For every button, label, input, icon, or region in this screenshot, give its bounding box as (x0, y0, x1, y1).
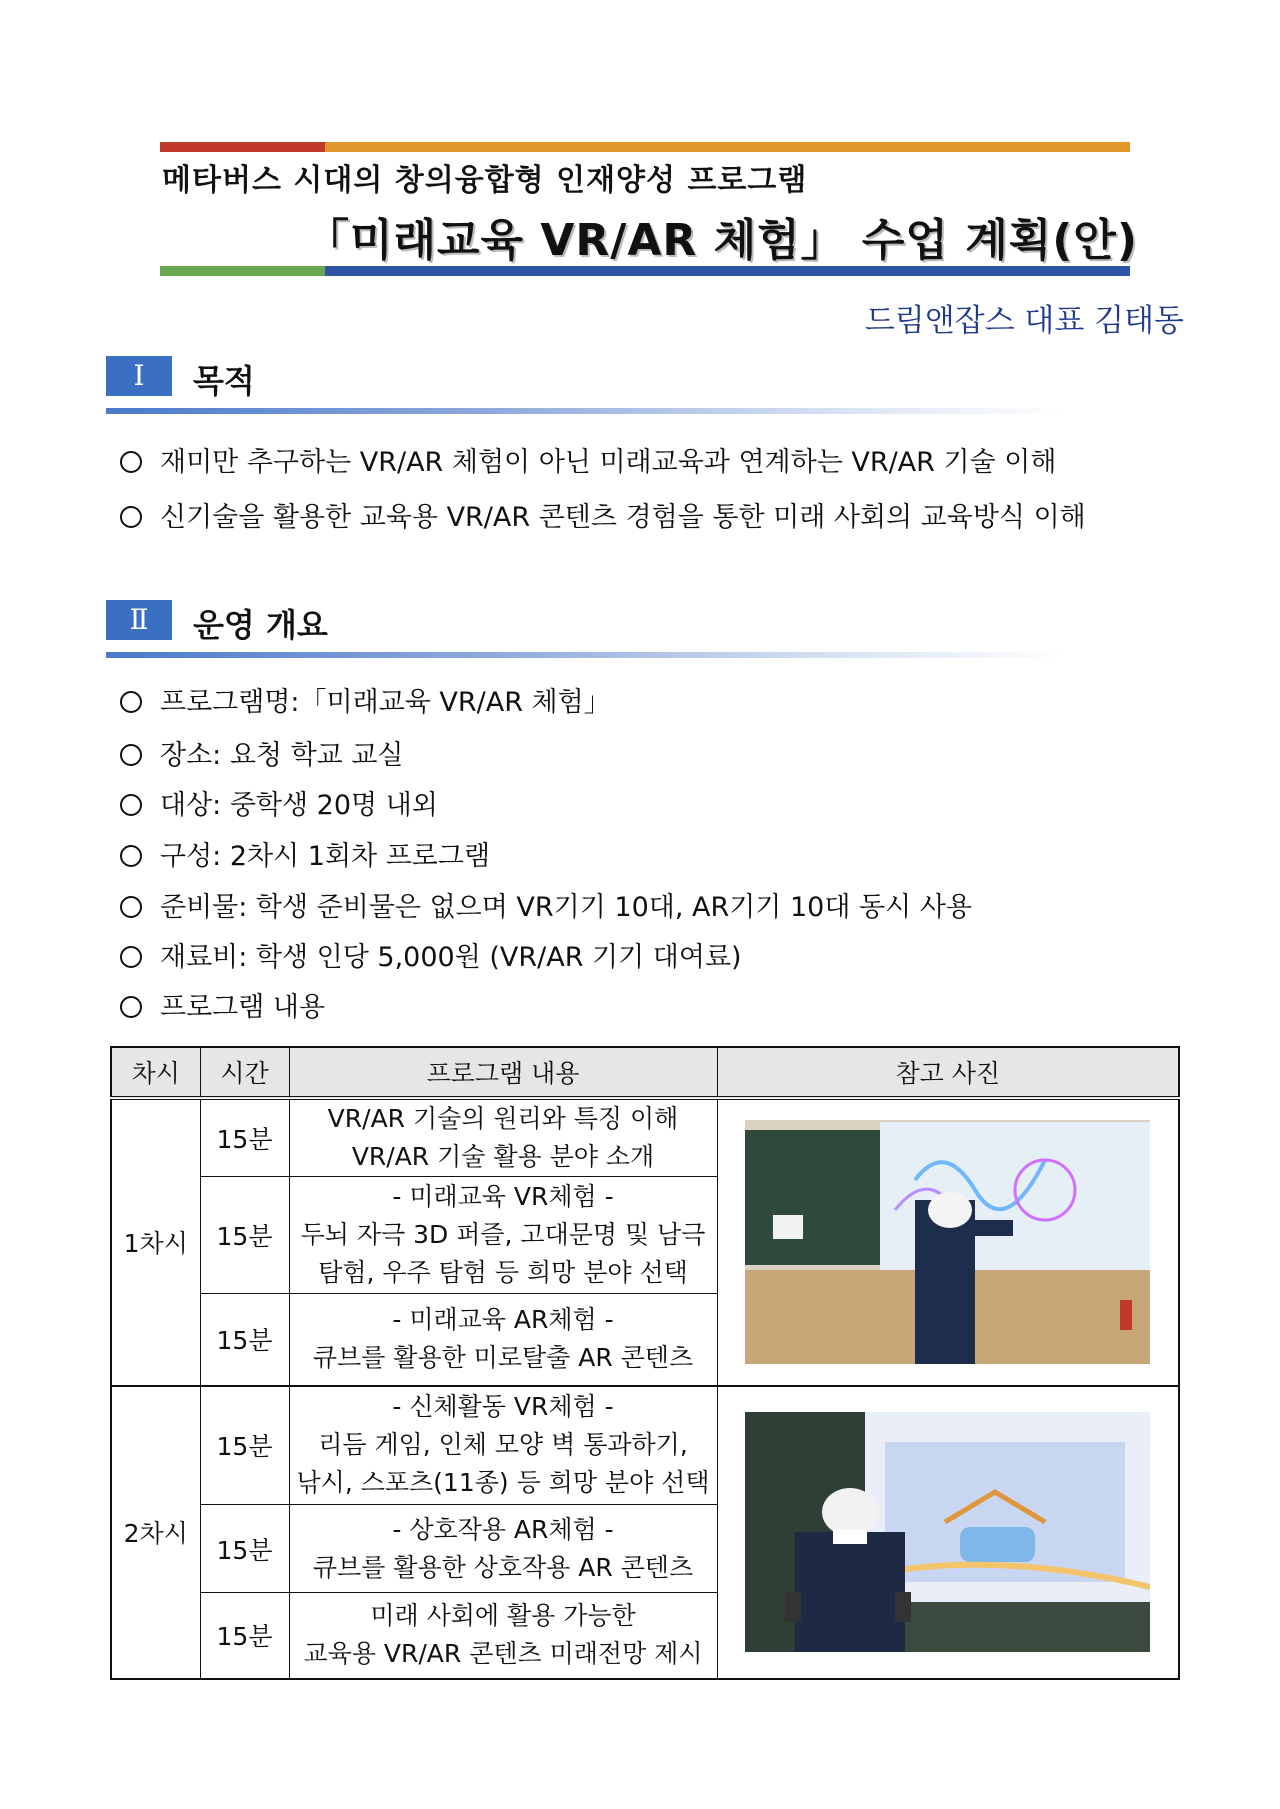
vr-classroom-photo-1 (745, 1120, 1150, 1364)
document-title: 「미래교육 VR/AR 체험」 수업 계획(안) (305, 215, 1138, 266)
circle-bullet-icon (120, 506, 142, 528)
bottom-bar-blue (325, 266, 1130, 276)
document-subtitle: 메타버스 시대의 창의융합형 인재양성 프로그램 (162, 163, 808, 198)
content-cell: - 미래교육 AR체험 - 큐브를 활용한 미로탈출 AR 콘텐츠 (289, 1294, 717, 1386)
list-item: 재미만 추구하는 VR/AR 체험이 아닌 미래교육과 연계하는 VR/AR 기술 이해 (120, 440, 1056, 479)
circle-bullet-icon (120, 946, 142, 968)
circle-bullet-icon (120, 794, 142, 816)
header-time: 시간 (200, 1047, 289, 1098)
circle-bullet-icon (120, 996, 142, 1018)
table-row (111, 1386, 1179, 1505)
header-photo: 참고 사진 (717, 1047, 1179, 1098)
circle-bullet-icon (120, 744, 142, 766)
list-item: 준비물: 학생 준비물은 없으며 VR기기 10대, AR기기 10대 동시 사용 (120, 885, 972, 924)
bottom-bar-green (160, 266, 325, 276)
top-bar-red (160, 142, 325, 152)
circle-bullet-icon (120, 451, 142, 473)
photo-image (745, 1412, 1150, 1652)
time-cell: 15분 (200, 1386, 289, 1505)
session-label: 1차시 (111, 1098, 200, 1386)
circle-bullet-icon (120, 896, 142, 918)
section-1-divider (106, 408, 1064, 414)
program-table (110, 1046, 1180, 1680)
content-cell: - 상호작용 AR체험 - 큐브를 활용한 상호작용 AR 콘텐츠 (289, 1505, 717, 1593)
author-line: 드림앤잡스 대표 김태동 (864, 303, 1184, 339)
content-cell: 미래 사회에 활용 가능한 교육용 VR/AR 콘텐츠 미래전망 제시 (289, 1593, 717, 1679)
list-item: 구성: 2차시 1회차 프로그램 (120, 834, 490, 873)
section-2-title: 운영 개요 (193, 606, 328, 644)
header-content: 프로그램 내용 (289, 1047, 717, 1098)
list-item: 대상: 중학생 20명 내외 (120, 783, 438, 822)
table-header-row (111, 1047, 1179, 1098)
list-item: 프로그램 내용 (120, 985, 325, 1024)
content-cell: - 신체활동 VR체험 - 리듬 게임, 인체 모양 벽 통과하기, 낚시, 스포츠(11종) 등 희망 분야 선택 (289, 1386, 717, 1505)
list-item: 신기술을 활용한 교육용 VR/AR 콘텐츠 경험을 통한 미래 사회의 교육방식 이해 (120, 495, 1086, 534)
list-item: 장소: 요청 학교 교실 (120, 733, 404, 772)
photo-cell (717, 1386, 1179, 1679)
session-label: 2차시 (111, 1386, 200, 1679)
time-cell: 15분 (200, 1593, 289, 1679)
photo-cell (717, 1098, 1179, 1386)
list-item: 재료비: 학생 인당 5,000원 (VR/AR 기기 대여료) (120, 935, 742, 974)
list-item: 프로그램명:「미래교육 VR/AR 체험」 (120, 680, 611, 719)
photo-image (745, 1120, 1150, 1364)
time-cell: 15분 (200, 1294, 289, 1386)
time-cell: 15분 (200, 1177, 289, 1294)
time-cell: 15분 (200, 1098, 289, 1177)
header-session: 차시 (111, 1047, 200, 1098)
content-cell: - 미래교육 VR체험 - 두뇌 자극 3D 퍼즐, 고대문명 및 남극 탐험, 우주 탐험 등 희망 분야 선택 (289, 1177, 717, 1294)
section-2-divider (106, 652, 1064, 658)
table-row (111, 1098, 1179, 1177)
section-1-title: 목적 (193, 362, 255, 400)
content-cell: VR/AR 기술의 원리와 특징 이해 VR/AR 기술 활용 분야 소개 (289, 1098, 717, 1177)
circle-bullet-icon (120, 691, 142, 713)
section-1-number: Ⅰ (106, 356, 172, 396)
vr-classroom-photo-2 (745, 1412, 1150, 1652)
section-2-number: Ⅱ (106, 600, 172, 640)
time-cell: 15분 (200, 1505, 289, 1593)
circle-bullet-icon (120, 845, 142, 867)
top-bar-orange (325, 142, 1130, 152)
